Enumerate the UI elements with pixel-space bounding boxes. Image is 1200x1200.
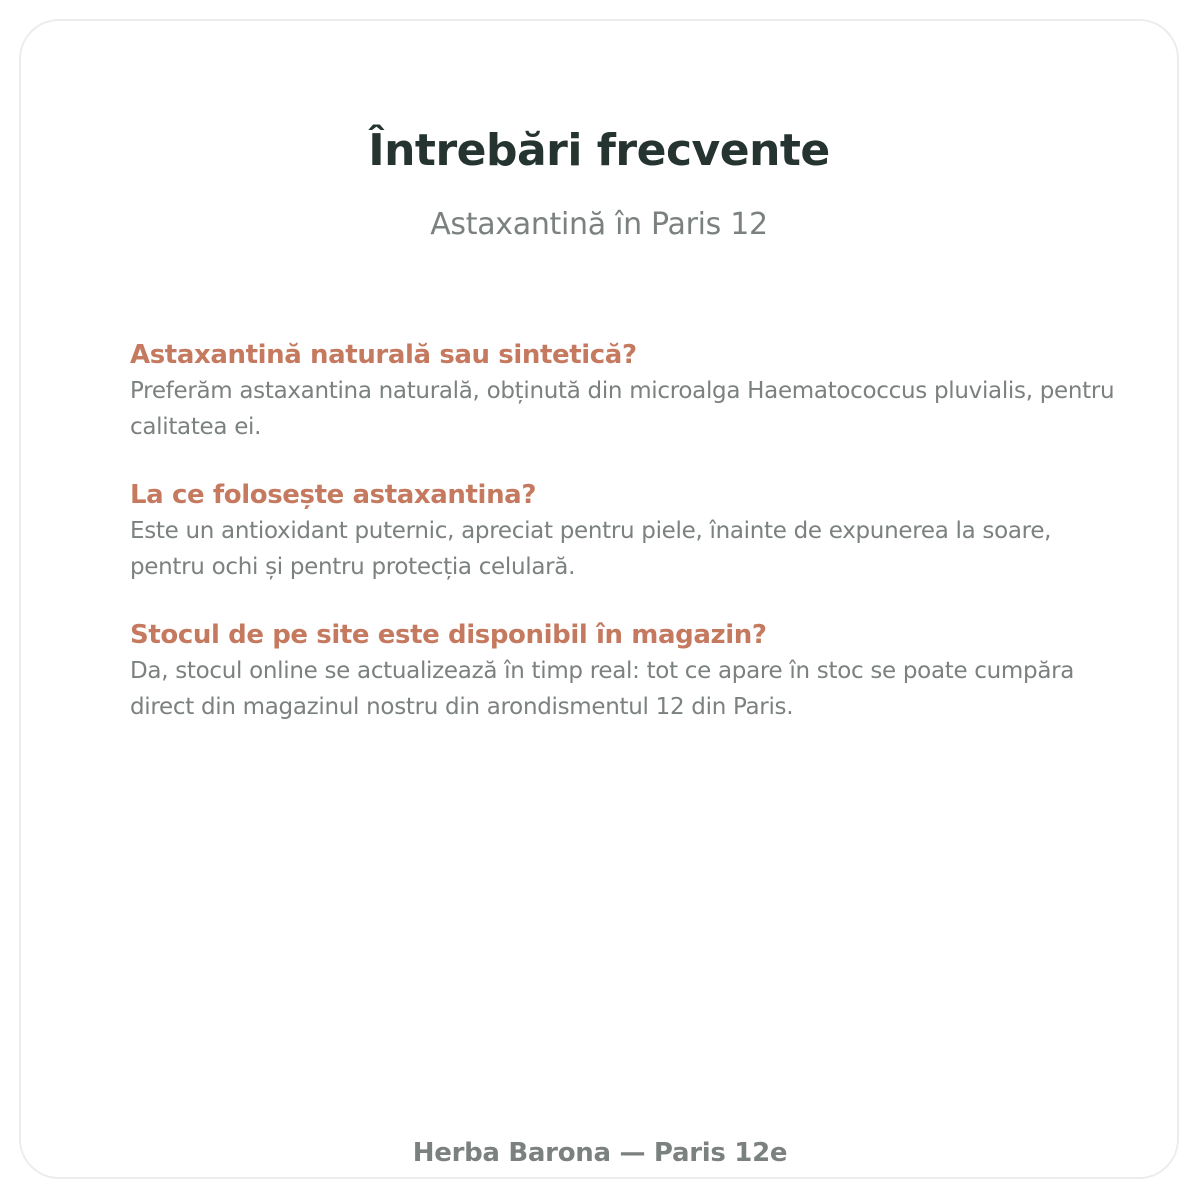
faq-question: La ce folosește astaxantina?	[130, 480, 537, 510]
faq-item	[130, 337, 1120, 445]
page-title: Întrebări frecvente	[368, 125, 830, 176]
faq-answer: Preferăm astaxantina naturală, obținută din microalga Haematococcus pluvialis, pentru calitatea ei.	[130, 378, 1115, 440]
faq-answer: Este un antioxidant puternic, apreciat pentru piele, înainte de expunerea la soare, pentru ochi și pentru protecția celulară.	[130, 518, 1052, 580]
faq-list	[130, 337, 1120, 757]
faq-answer: Da, stocul online se actualizează în timp real: tot ce apare în stoc se poate cumpăra direct din magazinul nostru din arondismentul 12 din Paris.	[130, 658, 1075, 720]
page-subtitle: Astaxantină în Paris 12	[430, 207, 768, 242]
faq-question: Astaxantină naturală sau sintetică?	[130, 340, 637, 370]
faq-item	[130, 617, 1120, 725]
faq-item	[130, 477, 1120, 585]
faq-question: Stocul de pe site este disponibil în magazin?	[130, 620, 767, 650]
footer-brand: Herba Barona — Paris 12e	[412, 1138, 788, 1168]
